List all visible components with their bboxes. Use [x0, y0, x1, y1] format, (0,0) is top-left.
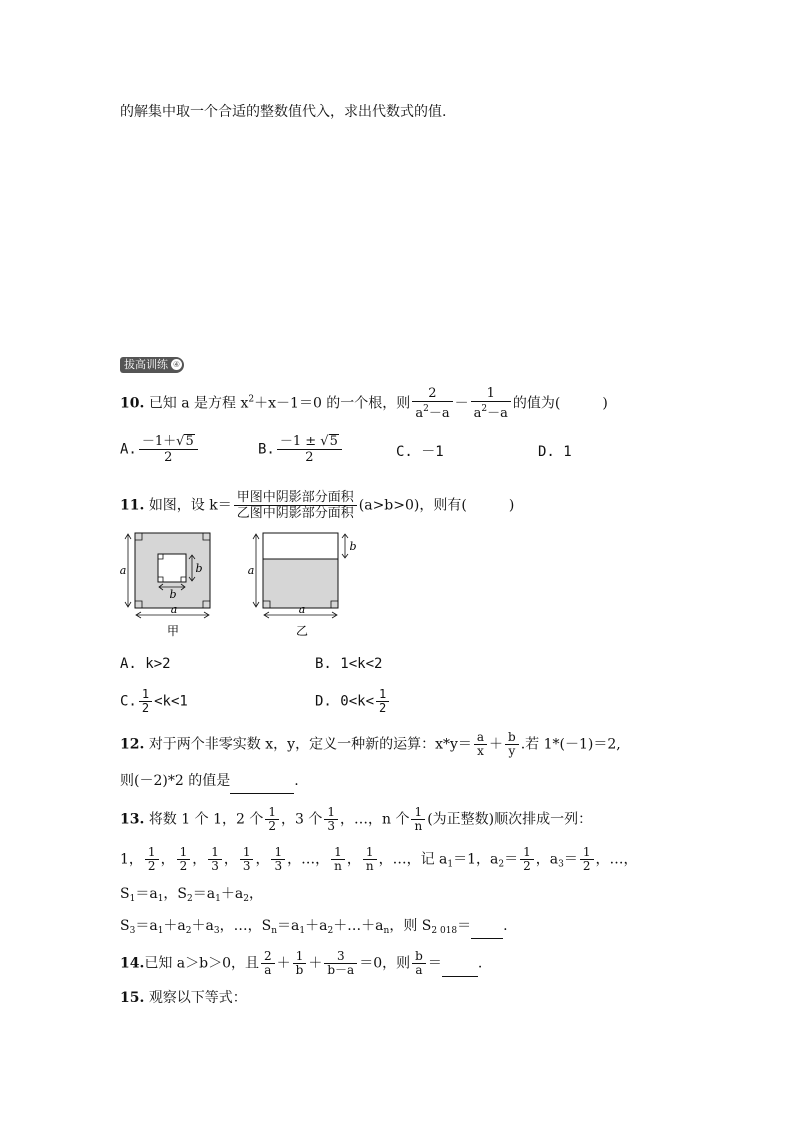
question-13-s-line-1: $S_1=a_1$，$S_2=a_1+a_2$，: [120, 886, 263, 904]
question-15-number: 15.: [120, 990, 145, 1006]
question-14-number: 14.: [120, 955, 145, 972]
jia-label-b-bottom: b: [169, 588, 177, 601]
question-13-sequence: 1， $\frac{1}{2}$ ， $\frac{1}{2}$ ， $\frac{1}{3}$ ， $\frac{1}{3}$ ， $\frac{1}{3}$ ，…， $\frac{1}{n}$ ， $\frac{1}{n}$ ，…，记 $a_1=1$，$a_2=$ $\frac{1}{2}$ ，$a_3=$ $\frac{1}{2}$ ，…，: [120, 845, 638, 873]
question-10-text-mid: ＋x－1＝0 的一个根，则: [254, 395, 411, 412]
q11-option-c[interactable]: C. $\frac{1}{2}$ <k<1: [120, 687, 188, 715]
question-11-text-before: 如图，设 k＝: [148, 497, 232, 514]
section-badge-circle: ④: [172, 360, 181, 369]
question-12-line-2: 则(－2)*2 的值是 .: [120, 771, 299, 794]
question-12-text-after: .若 1*(－1)＝2,: [520, 736, 621, 753]
yi-label-a-bottom: a: [298, 603, 306, 616]
question-10-fraction-1: $\frac{2}{a^2-a}$: [412, 386, 452, 421]
jia-label-a-side: a: [119, 564, 127, 577]
yi-caption: 乙: [295, 624, 309, 638]
intro-line: 的解集中取一个合适的整数值代入，求出代数式的值.: [120, 104, 447, 120]
yi-label-a-side: a: [247, 564, 255, 577]
question-12-fraction-2: $\frac{b}{y}$: [505, 731, 519, 758]
q10-option-d[interactable]: D. 1: [538, 444, 572, 460]
answer-blank-14[interactable]: [442, 956, 478, 977]
question-10-number: 10.: [120, 395, 145, 412]
question-13-number: 13.: [120, 811, 145, 828]
question-15: [120, 988, 247, 1008]
yi-shaded-rect: [263, 559, 338, 608]
q11-option-d[interactable]: D. 0<k< $\frac{1}{2}$: [315, 688, 391, 715]
section-badge: [120, 357, 184, 373]
question-11-close: ): [508, 497, 515, 514]
question-12: 12. 对于两个非零实数 x，y，定义一种新的运算：x*y＝ $\frac{a}{x}$ ＋ $\frac{b}{y}$ .若 1*(－1)＝2,: [120, 730, 621, 758]
question-11-number: 11.: [120, 497, 145, 514]
question-12-line-2-text: 则(－2)*2 的值是: [120, 773, 231, 789]
question-10: [120, 386, 608, 421]
question-13-s-line-2: $S_3=a_1+a_2+a_3$，…，$S_n=a_1+a_2+\dots+a_n$，则 $S_{2 018}=$ .: [120, 916, 508, 941]
question-15-text: 观察以下等式：: [148, 990, 247, 1006]
yi-label-b-side: b: [349, 540, 357, 553]
question-12-fraction-1: $\frac{a}{x}$: [474, 731, 487, 758]
jia-inner-square: [158, 554, 186, 582]
question-12-text-before: 对于两个非零实数 x，y，定义一种新的运算：x*y＝: [148, 736, 472, 753]
figure-yi: [246, 526, 366, 641]
question-10-fraction-2: $\frac{1}{a^2-a}$: [471, 386, 511, 421]
jia-label-b-side: b: [195, 562, 203, 575]
question-13: 13. 将数 1 个 1，2 个 $\frac{1}{2}$ ，3 个 $\frac{1}{3}$ ，…，n 个 $\frac{1}{n}$ (为正整数)顺次排成一列：: [120, 805, 593, 833]
question-11: [120, 490, 514, 521]
question-12-number: 12.: [120, 736, 145, 753]
question-11-text-after: (a>b>0)，则有(: [358, 497, 467, 514]
section-badge-label: 拔高训练: [124, 358, 168, 371]
q10-option-b[interactable]: B. $\frac{-1 \pm √5}{2}$: [258, 434, 344, 465]
question-10-text-after: 的值为(: [512, 395, 561, 412]
jia-label-a-bottom: a: [170, 603, 178, 616]
question-10-minus: －: [454, 395, 469, 412]
figure-jia: [118, 526, 218, 641]
question-14: 14.已知 a＞b＞0，且 $\frac{2}{a}$ ＋ $\frac{1}{b}$ ＋ $\frac{3}{b-a}$ ＝0，则 $\frac{b}{a}$ ＝ .: [120, 949, 483, 977]
q11-option-b[interactable]: B. 1<k<2: [315, 656, 383, 672]
question-10-close: ): [602, 395, 608, 412]
question-11-fraction: $\frac{\text{甲图中阴影部分面积}}{\text{乙图中阴影部分面积}}$: [234, 490, 357, 521]
jia-caption: 甲: [166, 624, 180, 638]
q10-option-c[interactable]: C. －1: [396, 444, 444, 460]
question-10-text-before: 已知 a 是方程 x: [148, 395, 249, 412]
q11-option-a[interactable]: A. k>2: [120, 656, 171, 672]
answer-blank-13[interactable]: [471, 918, 503, 939]
answer-blank-12[interactable]: [230, 773, 294, 794]
q10-option-a[interactable]: A. $\frac{-1+√5}{2}$: [120, 434, 200, 465]
question-10-sup: 2: [248, 394, 255, 405]
